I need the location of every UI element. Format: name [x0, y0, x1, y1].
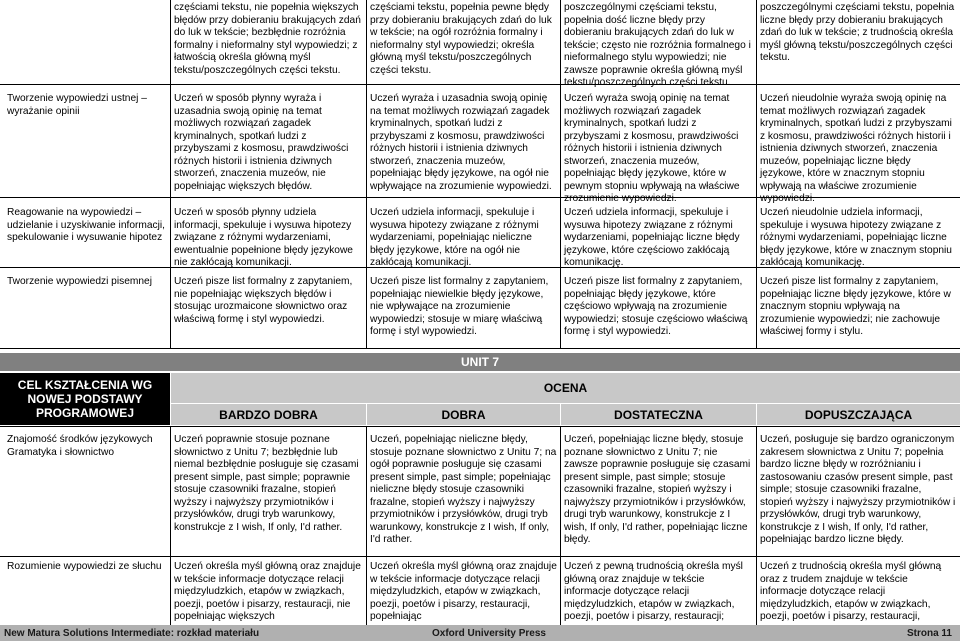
- top-row-1-cell-0: Uczeń w sposób płynny wyraża i uzasadnia swoją opinię na temat możliwych rozwiązań zagadek kryminalnych, spotkań ludzi z przybyszami z kosmosu, prawdziwości różnych historii i istnienia dziwnych stworzeń, znaczenia muzeów, nie popełniając większych błędów.: [174, 93, 349, 192]
- top-row-3-cell-2: Uczeń pisze list formalny z zapytaniem, popełniając błędy językowe, które częściowo wpływają na zrozumienie wypowiedzi; stosuje częściowo właściwą formę i styl wypowiedzi.: [564, 276, 748, 337]
- grade-header-2: DOSTATECZNA: [561, 404, 756, 425]
- unit-banner: UNIT 7: [0, 353, 960, 371]
- top-row-0-cell-3: poszczególnymi częściami tekstu, popełnia liczne błędy przy dobieraniu brakujących zdań do luk w tekście; z trudnością określa myśl główną tekstu/poszczególnych części tekstu.: [760, 2, 955, 63]
- top-row-1-label: Tworzenie wypowiedzi ustnej – wyrażanie opinii: [7, 93, 147, 117]
- top-row-1-cell-1: Uczeń wyraża i uzasadnia swoją opinię na temat możliwych rozwiązań zagadek kryminalnych, spotkań ludzi z przybyszami z kosmosu, prawdziwości różnych historii i istnienia dziwnych stworzeń, znaczenia muzeów, popełniając błędy językowe, na ogół nie wpływające na zrozumienie wypowiedzi.: [370, 93, 552, 192]
- row-divider: [0, 426, 960, 427]
- bottom-row-1-cell-2: Uczeń z pewną trudnością określa myśl główną oraz znajduje w tekście informacje dotyczące relacji międzyludzkich, etapów w związkach, poezji, poetów i pisarzy, restauracji;: [564, 561, 743, 622]
- top-row-3-cell-3: Uczeń pisze list formalny z zapytaniem, popełniając liczne błędy językowe, które w znacznym stopniu wpływają na zrozumienie wypowiedzi; nie zachowuje właściwej formy i stylu.: [760, 276, 951, 337]
- row-divider: [0, 348, 960, 349]
- footer-page-number: Strona 11: [906, 628, 952, 639]
- bottom-row-1-label: Rozumienie wypowiedzi ze słuchu: [7, 561, 162, 572]
- bottom-row-1-cell-0: Uczeń określa myśl główną oraz znajduje w tekście informacje dotyczące relacji międzyludzkich, etapów w związkach, poezji, poetów i pisarzy, restauracji, nie popełniając większych: [174, 561, 361, 622]
- grade-header-0: BARDZO DOBRA: [171, 404, 366, 425]
- top-row-3-label: Tworzenie wypowiedzi pisemnej: [7, 276, 152, 287]
- bottom-row-0-cell-3: Uczeń, posługuje się bardzo ograniczonym zakresem słownictwa z Unitu 7; popełnia bardzo liczne błędy w rozróżnianiu i zastosowaniu czasów present simple, past simple; stosuje czasowniki frazalne, stopień wyższy i najwyższy przymiotników i przysłówków, drugi tryb warunkowy, konstrukcje z I wish, If only, I'd rather, popełniając bardzo liczne błędy.: [760, 434, 956, 545]
- top-row-2-cell-1: Uczeń udziela informacji, spekuluje i wysuwa hipotezy związane z różnymi wydarzeniami, popełniając nieliczne błędy językowe, które na ogół nie zakłócają komunikacji.: [370, 207, 539, 268]
- top-row-2-cell-2: Uczeń udziela informacji, spekuluje i wysuwa hipotezy związane z różnymi wydarzeniami, popełniając liczne błędy językowe, które częściowo zakłócają komunikację.: [564, 207, 740, 268]
- row-divider: [0, 197, 960, 198]
- top-row-3-cell-1: Uczeń pisze list formalny z zapytaniem, popełniając niewielkie błędy językowe, nie wpływające na zrozumienie wypowiedzi; stosuje w miarę właściwą formę i styl wypowiedzi.: [370, 276, 549, 337]
- top-row-2-label: Reagowanie na wypowiedzi – udzielanie i uzyskiwanie informacji, spekulowanie i wysuwanie hipotez: [7, 207, 165, 243]
- top-row-0-cell-0: częściami tekstu, nie popełnia większych błędów przy dobieraniu brakujących zdań do luk w tekście; bezbłędnie rozróżnia formalny i nieformalny styl wypowiedzi; z łatwością określa główną myśl tekstu/poszczególnych części tekstu.: [174, 2, 361, 76]
- footer-center: Oxford University Press: [432, 628, 546, 639]
- bottom-row-1-cell-1: Uczeń określa myśl główną oraz znajduje w tekście informacje dotyczące relacji międzyludzkich, etapów w związkach, poezji, poetów i pisarzy, restauracji, popełniając: [370, 561, 557, 622]
- top-row-2-cell-0: Uczeń w sposób płynny udziela informacji, spekuluje i wysuwa hipotezy związane z różnymi wydarzeniami, ewentualnie popełnione błędy językowe nie zakłócają komunikacji.: [174, 207, 353, 268]
- top-row-1-cell-3: Uczeń nieudolnie wyraża swoją opinię na temat możliwych rozwiązań zagadek kryminalnych, spotkań ludzi z przybyszami z kosmosu, prawdziwości różnych historii i istnienia dziwnych stworzeń, znaczenia muzeów, popełniając liczne błędy językowe, które w znacznym stopniu wpływają na właściwe zrozumienie wypowiedzi.: [760, 93, 952, 204]
- row-divider: [0, 556, 960, 557]
- top-row-1-cell-2: Uczeń wyraża swoją opinię na temat możliwych rozwiązań zagadek kryminalnych, spotkań ludzi z przybyszami z kosmosu, prawdziwości różnych historii i istnienia dziwnych stworzeń, znaczenia muzeów, popełniając błędy językowe, które w pewnym stopniu wpływają na właściwe zrozumienie wypowiedzi.: [564, 93, 740, 204]
- bottom-row-0-cell-0: Uczeń poprawnie stosuje poznane słownictwo z Unitu 7; bezbłędnie lub niemal bezbłędnie posługuje się czasami present simple, past simple; poprawnie stosuje czasowniki frazalne, stopień wyższy i najwyższy przymiotników i przysłówków, drugi tryb warunkowy, konstrukcje z I wish, If only, I'd rather.: [174, 434, 359, 533]
- row-divider: [0, 84, 960, 85]
- top-row-3-cell-0: Uczeń pisze list formalny z zapytaniem, nie popełniając większych błędów i stosując urozmaicone słownictwo oraz właściwą formę i styl wypowiedzi.: [174, 276, 353, 325]
- bottom-row-0-label: Znajomość środków językowych Gramatyka i słownictwo: [7, 434, 153, 458]
- top-row-0-cell-2: poszczególnymi częściami tekstu, popełnia dość liczne błędy przy dobieraniu brakujących zdań do luk w tekście; często nie rozróżnia formalnego i nieformalnego stylu wypowiedzi; nie zawsze poprawnie określa główną myśl tekstu/poszczególnych części tekstu.: [564, 2, 751, 88]
- ocena-header: OCENA: [171, 373, 960, 403]
- bottom-row-1-cell-3: Uczeń z trudnością określa myśl główną oraz z trudem znajduje w tekście informacje dotyczące relacji międzyludzkich, etapów w związkach, poezji, poetów i pisarzy, restauracji,: [760, 561, 942, 622]
- page-footer: [0, 625, 960, 641]
- goal-header: CEL KSZTAŁCENIA WG NOWEJ PODSTAWY PROGRAMOWEJ: [0, 373, 170, 425]
- grade-header-3: DOPUSZCZAJĄCA: [757, 404, 960, 425]
- grade-header-1: DOBRA: [367, 404, 560, 425]
- top-row-0-cell-1: częściami tekstu, popełnia pewne błędy przy dobieraniu brakujących zdań do luk w tekście; na ogół rozróżnia formalny i nieformalny styl wypowiedzi; określa główną myśl tekstu/poszczególnych części tekstu.: [370, 2, 552, 76]
- bottom-row-0-cell-2: Uczeń, popełniając liczne błędy, stosuje poznane słownictwo z Unitu 7; nie zawsze poprawnie posługuje się czasami present simple, past simple; stosuje czasowniki frazalne, stopień wyższy i najwyższy przymiotników i przysłówków, drugi tryb warunkowy, konstrukcje z I wish, If only, I'd rather, popełniając liczne błędy.: [564, 434, 751, 545]
- footer-left: New Matura Solutions Intermediate: rozkład materiału: [4, 628, 260, 639]
- top-row-2-cell-3: Uczeń nieudolnie udziela informacji, spekuluje i wysuwa hipotezy związane z różnymi wydarzeniami, popełniając liczne błędy językowe, które w znacznym stopniu zakłócają komunikację.: [760, 207, 952, 268]
- bottom-row-0-cell-1: Uczeń, popełniając nieliczne błędy, stosuje poznane słownictwo z Unitu 7; na ogół poprawnie posługuje się czasami present simple, past simple; popełniając nieliczne błędy stosuje czasowniki frazalne, stopień wyższy i najwyższy przymiotników i przysłówków, drugi tryb warunkowy, konstrukcje z I wish, If only, I'd rather.: [370, 434, 557, 545]
